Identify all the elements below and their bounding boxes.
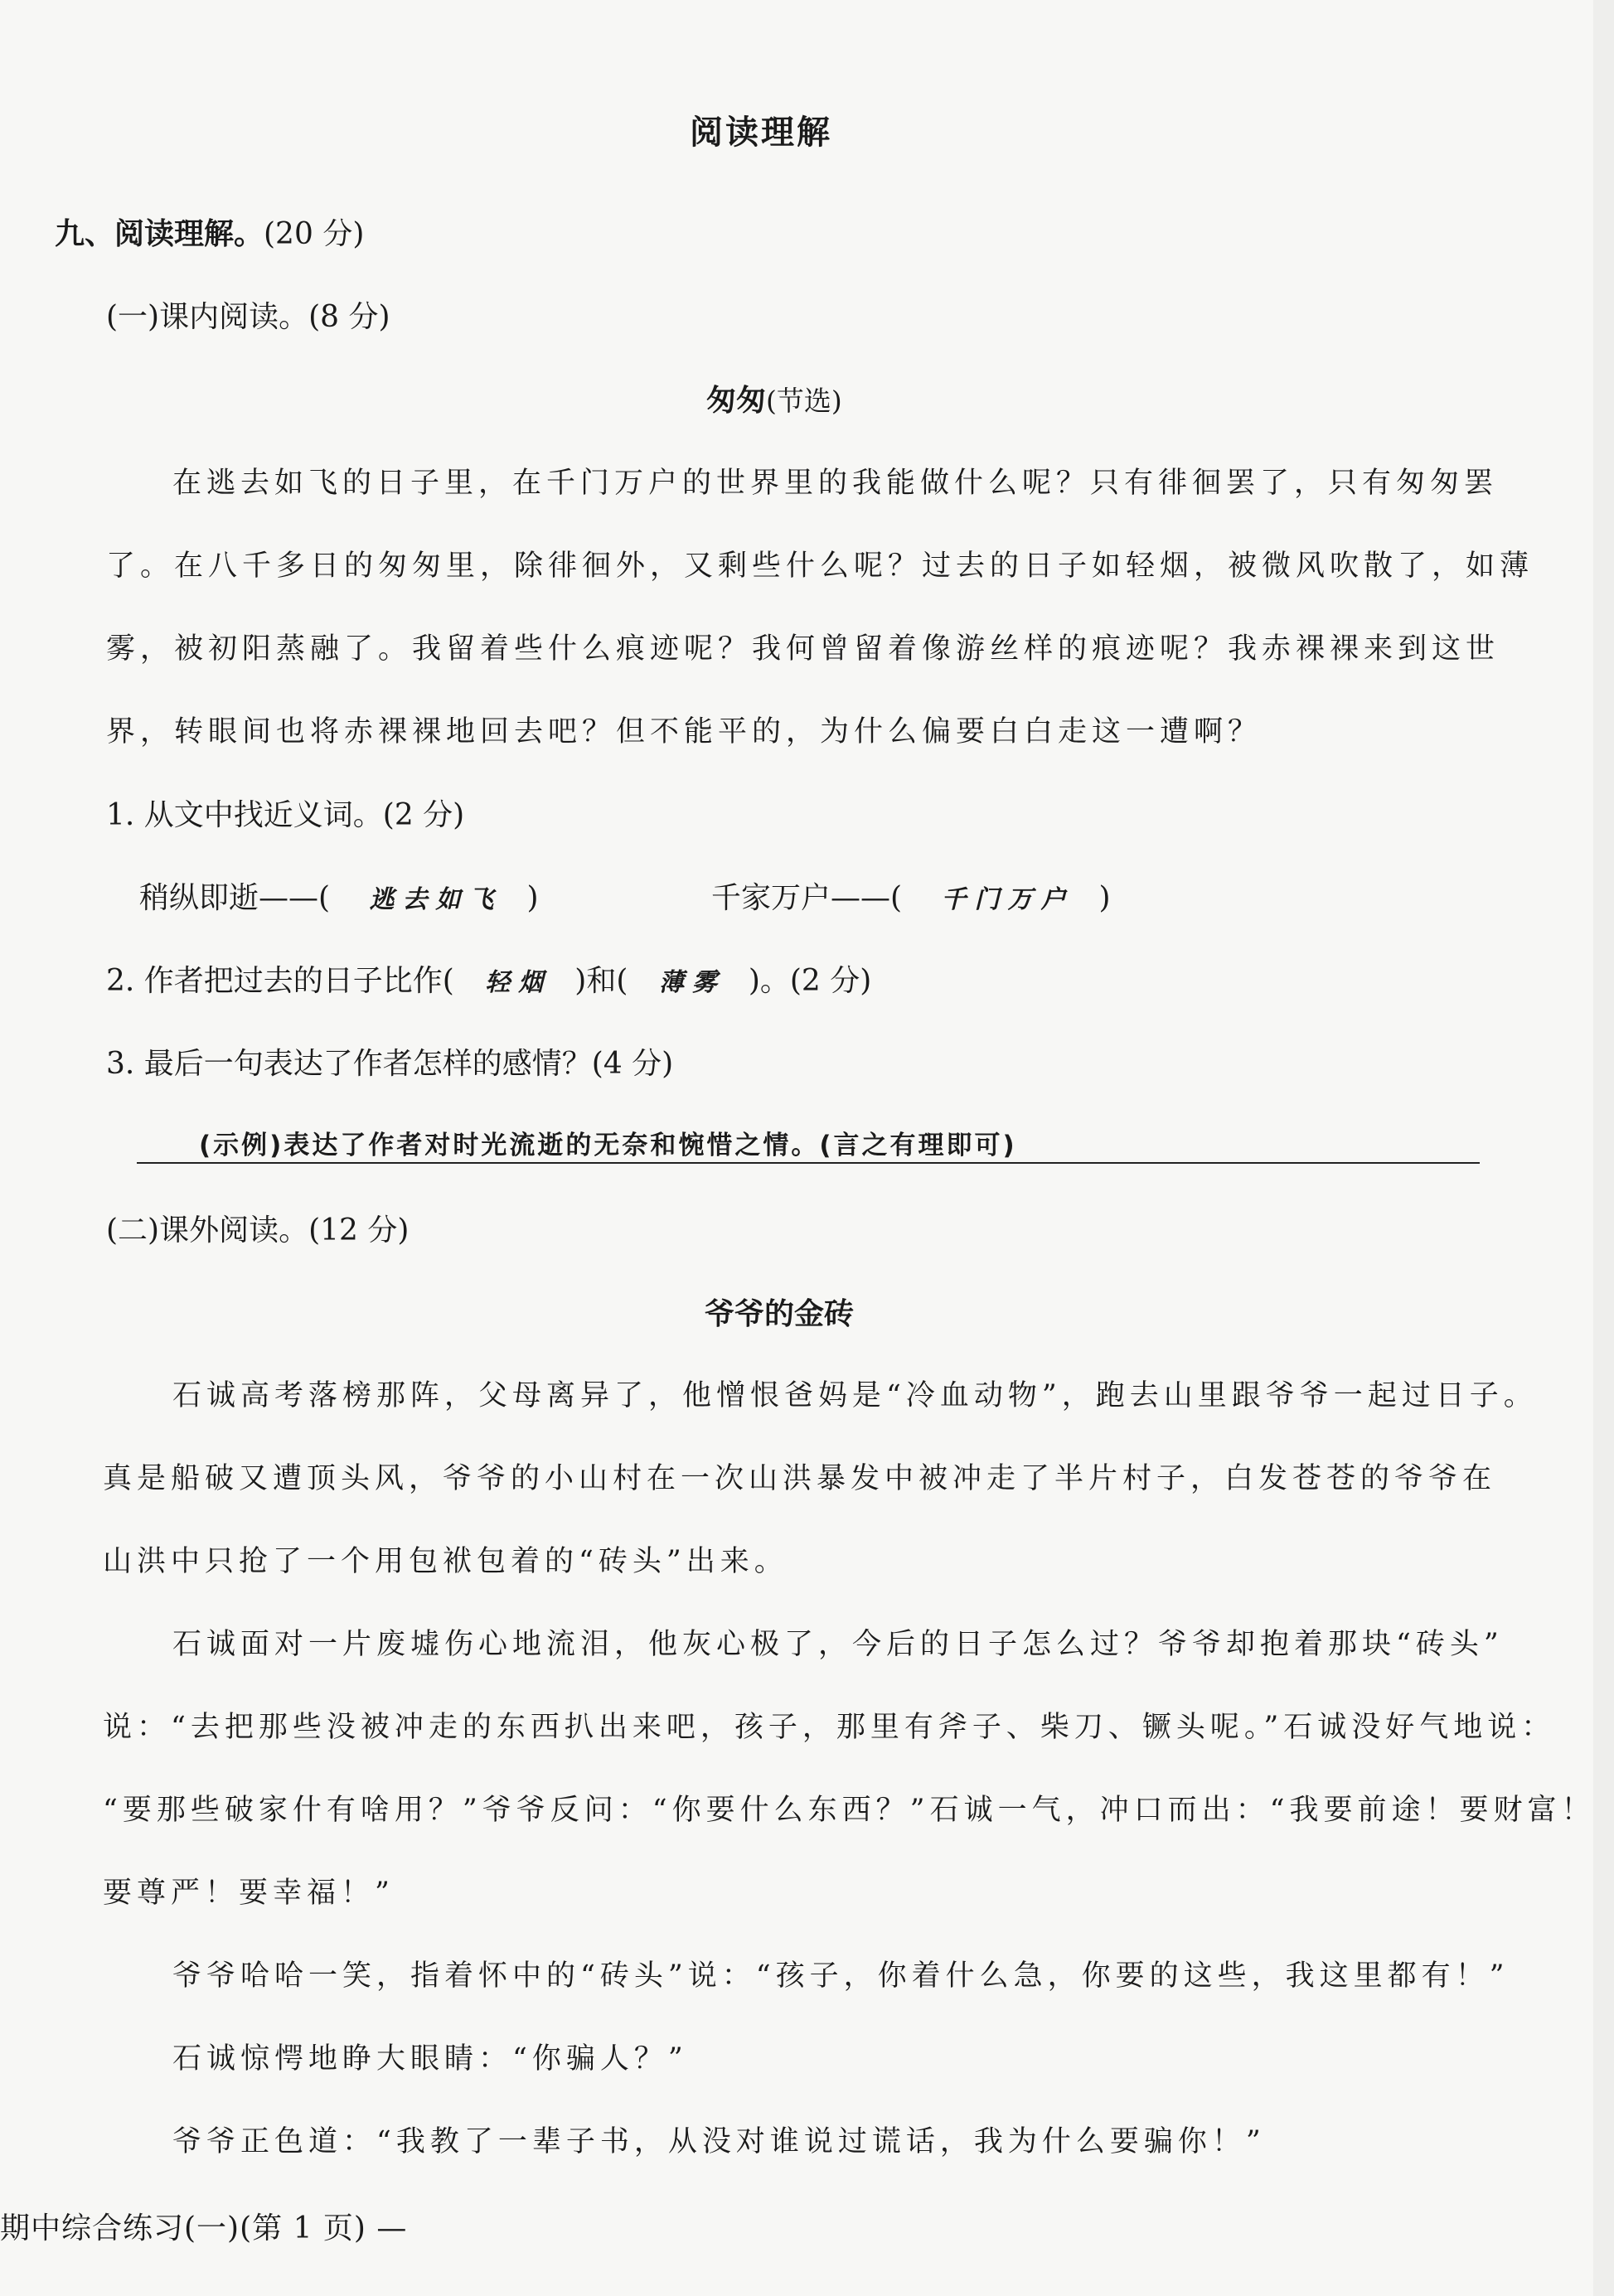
question-3: 3. 最后一句表达了作者怎样的感情？(4 分) xyxy=(106,1047,674,1081)
part2-line-4: 石诚面对一片废墟伤心地流泪，他灰心极了，今后的日子怎么过？爷爷却抱着那块“砖头” xyxy=(172,1628,1504,1661)
part2-line-3: 山洪中只抢了一个用包袱包着的“砖头”出来。 xyxy=(103,1545,788,1578)
section-heading xyxy=(55,211,364,253)
part1-line-4: 界，转眼间也将赤裸裸地回去吧？但不能平的，为什么偏要白白走这一遭啊？ xyxy=(106,715,1263,748)
q1-left-pair xyxy=(139,874,539,917)
q3-answer-underline xyxy=(137,1162,1480,1164)
part1-article-title: 匆匆 xyxy=(706,384,767,418)
page-title: 阅读理解 xyxy=(690,114,832,152)
q1-right-close: ) xyxy=(1098,881,1111,915)
q1-left-close: ) xyxy=(526,881,539,915)
part1-line-1: 在逃去如飞的日子里，在千门万户的世界里的我能做什么呢？只有徘徊罢了，只有匆匆罢 xyxy=(172,467,1499,500)
page-footer: 期中综合练习(一)(第 1 页) — xyxy=(0,2211,408,2245)
q2-middle: )和( xyxy=(574,964,628,998)
question-1: 1. 从文中找近义词。(2 分) xyxy=(106,798,465,832)
part2-line-5: 说：“去把那些没被冲走的东西扒出来吧，孩子，那里有斧子、柴刀、镢头呢。”石诚没好气地说： xyxy=(103,1711,1556,1744)
q1-left-answer: 逃去如飞 xyxy=(369,885,502,914)
q1-right-pair xyxy=(711,874,1111,917)
page-edge xyxy=(1593,0,1614,2296)
q2-answer-1: 轻烟 xyxy=(485,968,552,997)
part2-article-title: 爷爷的金砖 xyxy=(705,1297,855,1331)
part2-line-7: 要尊严！要幸福！” xyxy=(103,1877,395,1910)
question-2 xyxy=(106,957,871,1000)
part1-article-note: (节选) xyxy=(766,385,842,417)
section-heading-text: 九、阅读理解。 xyxy=(55,217,264,251)
q2-prefix: 2. 作者把过去的日子比作( xyxy=(106,964,454,998)
part2-line-2: 真是船破又遭顶头风，爷爷的小山村在一次山洪暴发中被冲走了半片村子，白发苍苍的爷爷在 xyxy=(103,1462,1497,1495)
part2-line-6: “要那些破家什有啥用？”爷爷反问：“你要什么东西？”石诚一气，冲口而出：“我要前途！要财富！ xyxy=(103,1794,1596,1827)
q1-left-word: 稍纵即逝——( xyxy=(139,881,331,915)
part1-line-3: 雾，被初阳蒸融了。我留着些什么痕迹呢？我何曾留着像游丝样的痕迹呢？我赤裸裸来到这世 xyxy=(106,632,1500,666)
section-points: (20 分) xyxy=(264,217,365,251)
part2-line-1: 石诚高考落榜那阵，父母离异了，他憎恨爸妈是“冷血动物”，跑去山里跟爷爷一起过日子。 xyxy=(172,1379,1538,1412)
part2-line-10: 爷爷正色道：“我教了一辈子书，从没对谁说过谎话，我为什么要骗你！” xyxy=(172,2125,1266,2158)
q3-answer: (示例)表达了作者对时光流逝的无奈和惋惜之情。(言之有理即可) xyxy=(199,1131,1017,1160)
part1-article-title-line xyxy=(706,377,842,419)
part1-line-2: 了。在八千多日的匆匆里，除徘徊外，又剩些什么呢？过去的日子如轻烟，被微风吹散了，如薄 xyxy=(106,550,1534,583)
q2-answer-2: 薄雾 xyxy=(658,968,725,997)
q1-right-word: 千家万户——( xyxy=(711,881,903,915)
part2-line-8: 爷爷哈哈一笑，指着怀中的“砖头”说：“孩子，你着什么急，你要的这些，我这里都有！” xyxy=(172,1959,1510,1993)
q2-suffix: )。(2 分) xyxy=(748,964,872,998)
part2-heading: (二)课外阅读。(12 分) xyxy=(106,1213,410,1247)
q1-right-answer: 千门万户 xyxy=(941,885,1074,914)
part1-heading: (一)课内阅读。(8 分) xyxy=(106,300,390,334)
part2-line-9: 石诚惊愕地睁大眼睛：“你骗人？” xyxy=(172,2042,688,2076)
